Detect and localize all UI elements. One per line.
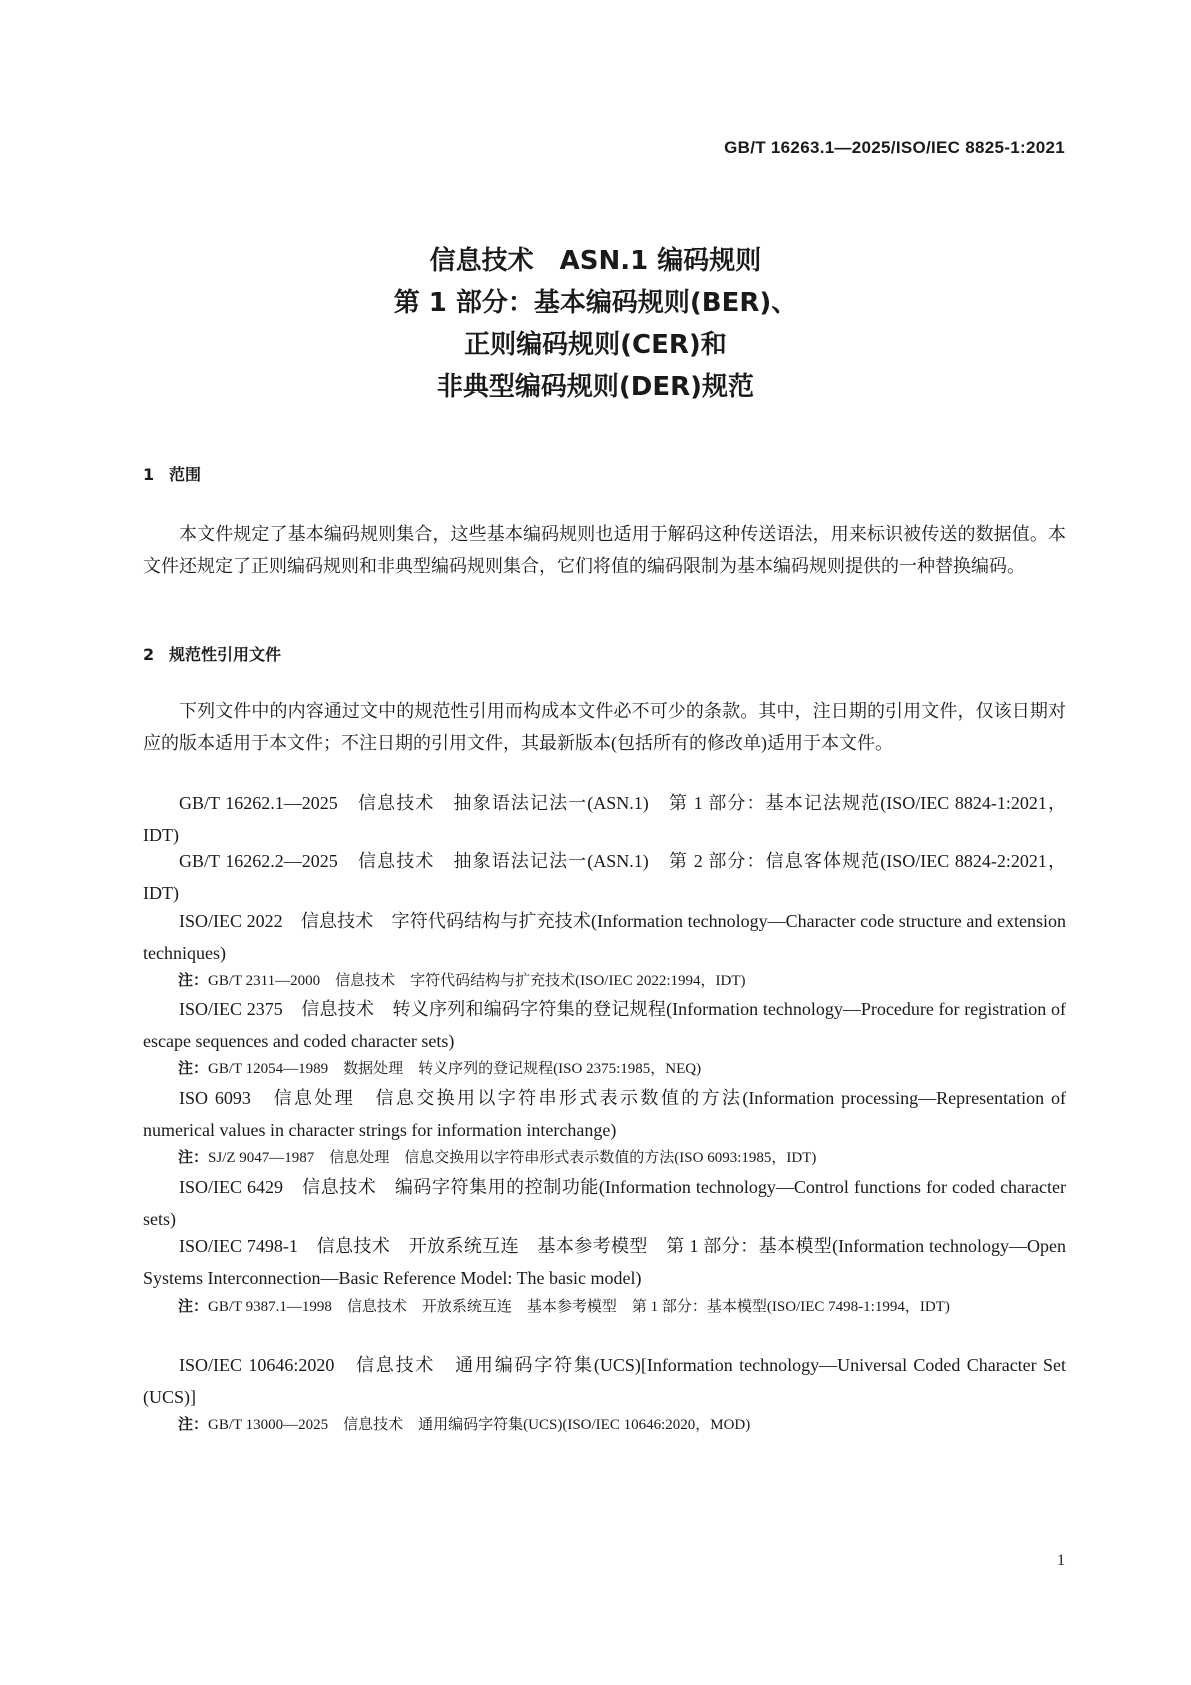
reference-item: ISO/IEC 2022 信息技术 字符代码结构与扩充技术(Information technology—Character code structure and extension techniques) xyxy=(143,911,1066,963)
note-label: 注： xyxy=(178,1059,209,1077)
reference-note xyxy=(178,1141,1066,1174)
document-number-header: GB/T 16263.1—2025/ISO/IEC 8825-1:2021 xyxy=(724,138,1065,157)
reference-item: ISO/IEC 7498-1 信息技术 开放系统互连 基本参考模型 第 1 部分：基本模型(Information technology—Open Systems Interconnection—Basic Reference Model: The basic model) xyxy=(143,1236,1066,1288)
reference-note xyxy=(178,1052,1066,1085)
note-label: 注： xyxy=(178,1297,209,1315)
title-line: 正则编码规则(CER)和 xyxy=(464,330,727,360)
reference-note xyxy=(178,1290,1066,1323)
reference-item: GB/T 16262.1—2025 信息技术 抽象语法记法一(ASN.1) 第 1 部分：基本记法规范(ISO/IEC 8824-1:2021，IDT) xyxy=(143,793,1066,845)
note-label: 注： xyxy=(178,1415,209,1433)
note-label: 注： xyxy=(178,1148,209,1166)
reference-item: ISO 6093 信息处理 信息交换用以字符串形式表示数值的方法(Information processing—Representation of numerical values in character strings for information interchange) xyxy=(143,1088,1066,1140)
reference-item: ISO/IEC 2375 信息技术 转义序列和编码字符集的登记规程(Information technology—Procedure for registration of escape sequences and coded character sets) xyxy=(143,999,1066,1051)
note-text: SJ/Z 9047—1987 信息处理 信息交换用以字符串形式表示数值的方法(ISO 6093:1985，IDT) xyxy=(208,1150,817,1166)
section-number: 2 xyxy=(143,645,155,664)
scope-paragraph: 本文件规定了基本编码规则集合，这些基本编码规则也适用于解码这种传送语法，用来标识被传送的数据值。本文件还规定了正则编码规则和非典型编码规则集合，它们将值的编码限制为基本编码规则提供的一种替换编码。 xyxy=(143,524,1066,576)
section-heading-normative-references xyxy=(143,642,281,665)
page-number: 1 xyxy=(1057,1552,1065,1569)
note-label: 注： xyxy=(178,971,209,989)
title-line: 第 1 部分：基本编码规则(BER)、 xyxy=(393,288,798,318)
reference-note xyxy=(178,1408,1066,1441)
note-text: GB/T 13000—2025 信息技术 通用编码字符集(UCS)(ISO/IEC 10646:2020，MOD) xyxy=(208,1417,751,1433)
note-text: GB/T 2311—2000 信息技术 字符代码结构与扩充技术(ISO/IEC 2022:1994，IDT) xyxy=(208,973,746,989)
section-title: 规范性引用文件 xyxy=(169,645,282,664)
section-number: 1 xyxy=(143,465,155,484)
references-intro-paragraph: 下列文件中的内容通过文中的规范性引用而构成本文件必不可少的条款。其中，注日期的引用文件，仅该日期对应的版本适用于本文件；不注日期的引用文件，其最新版本(包括所有的修改单)适用于本文件。 xyxy=(143,701,1066,753)
title-line: 信息技术 ASN.1 编码规则 xyxy=(429,246,762,276)
note-text: GB/T 9387.1—1998 信息技术 开放系统互连 基本参考模型 第 1 部分：基本模型(ISO/IEC 7498-1:1994，IDT) xyxy=(208,1299,950,1315)
reference-item: GB/T 16262.2—2025 信息技术 抽象语法记法一(ASN.1) 第 2 部分：信息客体规范(ISO/IEC 8824-2:2021，IDT) xyxy=(143,851,1066,903)
section-title: 范围 xyxy=(169,465,202,484)
reference-item: ISO/IEC 10646:2020 信息技术 通用编码字符集(UCS)[Information technology—Universal Coded Character Set (UCS)] xyxy=(143,1355,1066,1407)
document-title xyxy=(0,240,1191,408)
title-line: 非典型编码规则(DER)规范 xyxy=(436,372,755,402)
reference-item: ISO/IEC 6429 信息技术 编码字符集用的控制功能(Information technology—Control functions for coded character sets) xyxy=(143,1177,1066,1229)
note-text: GB/T 12054—1989 数据处理 转义序列的登记规程(ISO 2375:1985，NEQ) xyxy=(208,1061,702,1077)
section-heading-scope xyxy=(143,462,201,485)
